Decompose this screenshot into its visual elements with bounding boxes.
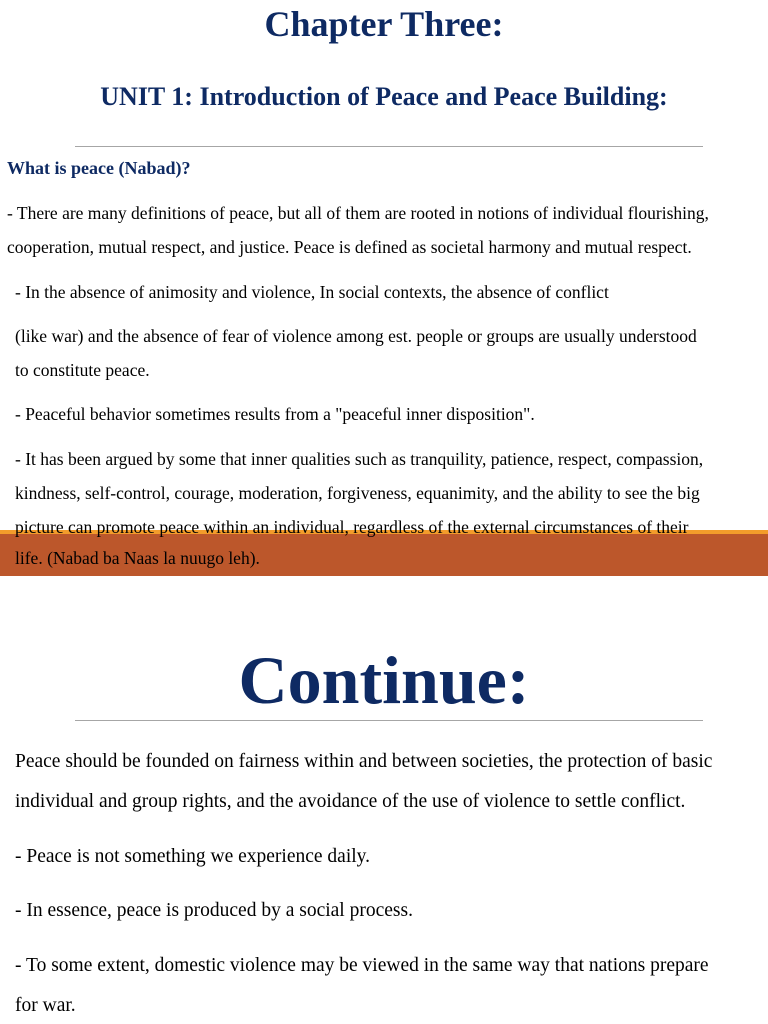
text-line: - In the absence of animosity and violence, In social contexts, the absence of conflict: [15, 282, 609, 302]
paragraph-inner-qualities: [15, 442, 703, 544]
slide-2: [0, 578, 768, 1024]
title-divider: [75, 146, 703, 147]
text-line: - It has been argued by some that inner qualities such as tranquility, patience, respect, compassion,: [15, 449, 704, 469]
paragraph-definitions: [7, 196, 709, 264]
text-line: - There are many definitions of peace, but all of them are rooted in notions of individual flourishing,: [7, 203, 709, 223]
text-line: - In essence, peace is produced by a social process.: [15, 900, 413, 921]
text-line: - Peace is not something we experience daily.: [15, 846, 371, 867]
chapter-title: Chapter Three:: [264, 4, 504, 44]
title-divider: [75, 720, 703, 721]
paragraph-fairness: [15, 742, 712, 822]
text-line: for war.: [15, 995, 76, 1016]
text-line: - Peaceful behavior sometimes results from a "peaceful inner disposition".: [15, 404, 535, 424]
paragraph-war: [15, 319, 697, 387]
text-line: Peace should be founded on fairness within and between societies, the protection of basic: [15, 751, 713, 772]
text-line: kindness, self-control, courage, moderation, forgiveness, equanimity, and the ability to see the big: [15, 483, 700, 503]
text-line: individual and group rights, and the avoidance of the use of violence to settle conflict.: [15, 791, 686, 812]
banner-text-line: life. (Nabad ba Naas la nuugo leh).: [15, 548, 260, 568]
paragraph-behavior: [15, 397, 535, 431]
question-heading: What is peace (Nabad)?: [7, 158, 191, 178]
paragraph-daily: [15, 837, 370, 877]
text-line: cooperation, mutual respect, and justice. Peace is defined as societal harmony and mutual respect.: [7, 237, 692, 257]
text-line: to constitute peace.: [15, 360, 150, 380]
paragraph-absence: [15, 275, 609, 309]
paragraph-social-process: [15, 891, 413, 931]
text-line: - To some extent, domestic violence may be viewed in the same way that nations prepare: [15, 955, 709, 976]
continue-title: Continue:: [238, 642, 530, 718]
paragraph-domestic-violence: [15, 946, 709, 1024]
unit-title: UNIT 1: Introduction of Peace and Peace Building:: [100, 82, 668, 111]
text-line: (like war) and the absence of fear of violence among est. people or groups are usually understood: [15, 326, 697, 346]
text-line: picture can promote peace within an individual, regardless of the external circumstances of their: [15, 517, 689, 537]
